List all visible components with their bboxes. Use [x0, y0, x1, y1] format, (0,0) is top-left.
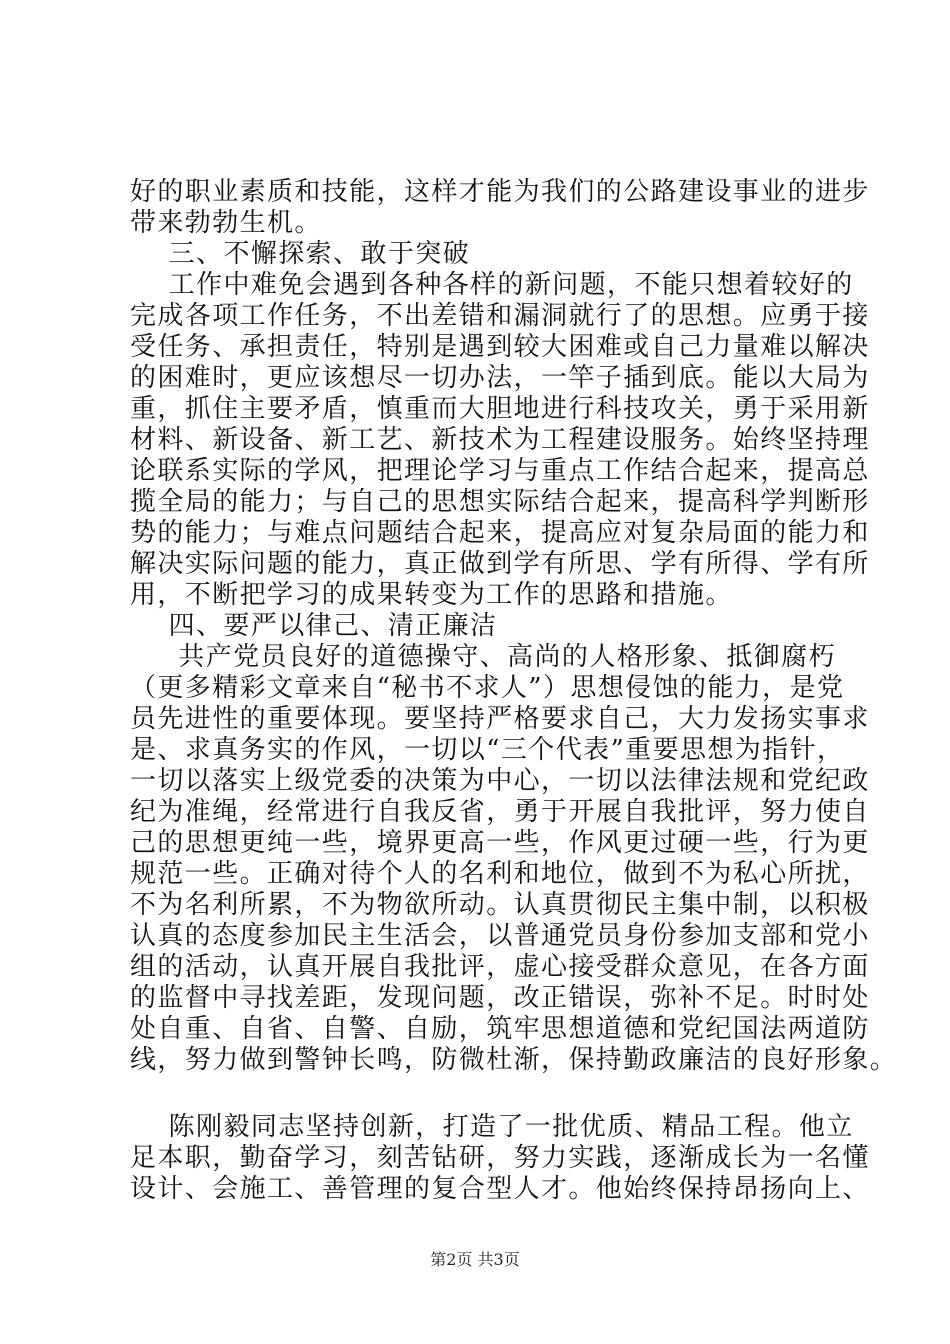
body-line: 的监督中寻找差距，发现问题，改正错误，弥补不足。时时处: [130, 983, 870, 1013]
body-line: 设计、会施工、善管理的复合型人才。他始终保持昂扬向上、: [130, 1174, 870, 1204]
body-line: 解决实际问题的能力，真正做到学有所思、学有所得、学有所: [130, 549, 870, 579]
body-line: 处自重、自省、自警、自励，筑牢思想道德和党纪国法两道防: [130, 1014, 870, 1044]
body-line: 线，努力做到警钟长鸣，防微杜渐，保持勤政廉洁的良好形象。: [130, 1045, 898, 1075]
body-line: 一切以落实上级党委的决策为中心，一切以法律法规和党纪政: [130, 766, 870, 796]
section-heading: 三、不懈探索、敢于突破: [130, 239, 471, 269]
body-line: 组的活动，认真开展自我批评，虚心接受群众意见，在各方面: [130, 952, 870, 982]
body-line: 纪为准绳，经常进行自我反省，勇于开展自我批评，努力使自: [130, 797, 870, 827]
body-line: 陈刚毅同志坚持创新，打造了一批优质、精品工程。他立: [130, 1112, 854, 1142]
body-line: 足本职，勤奋学习，刻苦钻研，努力实践，逐渐成长为一名懂: [130, 1143, 870, 1173]
body-line: 材料、新设备、新工艺、新技术为工程建设服务。始终坚持理: [130, 425, 870, 455]
page-footer: 第2页 共3页: [430, 1250, 520, 1269]
body-line: 是、求真务实的作风，一切以“三个代表”重要思想为指针，: [130, 735, 845, 765]
body-line: 完成各项工作任务，不出差错和漏洞就行了的思想。应勇于接: [130, 301, 870, 331]
body-line: 论联系实际的学风，把理论学习与重点工作结合起来，提高总: [130, 456, 870, 486]
body-line: 带来勃勃生机。: [130, 208, 322, 238]
body-line: 用，不断把学习的成果转变为工作的思路和措施。: [130, 580, 733, 610]
body-line: 规范一些。正确对待个人的名利和地位，做到不为私心所扰，: [130, 859, 870, 889]
section-heading: 四、要严以律己、清正廉洁: [130, 611, 498, 641]
body-line: 势的能力；与难点问题结合起来，提高应对复杂局面的能力和: [130, 518, 870, 548]
body-line: （更多精彩文章来自“秘书不求人”）思想侵蚀的能力，是党: [130, 673, 845, 703]
body-line: 好的职业素质和技能，这样才能为我们的公路建设事业的进步: [130, 177, 870, 207]
body-line: 重，抓住主要矛盾，慎重而大胆地进行科技攻关，勇于采用新: [130, 394, 870, 424]
body-line: 员先进性的重要体现。要坚持严格要求自己，大力发扬实事求: [130, 704, 870, 734]
body-line: 工作中难免会遇到各种各样的新问题，不能只想着较好的: [130, 270, 854, 300]
body-line: 的困难时，更应该想尽一切办法，一竿子插到底。能以大局为: [130, 363, 870, 393]
body-line: 受任务、承担责任，特别是遇到较大困难或自己力量难以解决: [130, 332, 870, 362]
body-line: 认真的态度参加民主生活会，以普通党员身份参加支部和党小: [130, 921, 870, 951]
body-line: 揽全局的能力；与自己的思想实际结合起来，提高科学判断形: [130, 487, 870, 517]
body-line: 己的思想更纯一些，境界更高一些，作风更过硬一些，行为更: [130, 828, 870, 858]
body-line: 不为名利所累，不为物欲所动。认真贯彻民主集中制，以积极: [130, 890, 870, 920]
body-line: 共产党员良好的道德操守、高尚的人格形象、抵御腐朽: [130, 642, 836, 672]
blank-line: [130, 1074, 830, 1108]
